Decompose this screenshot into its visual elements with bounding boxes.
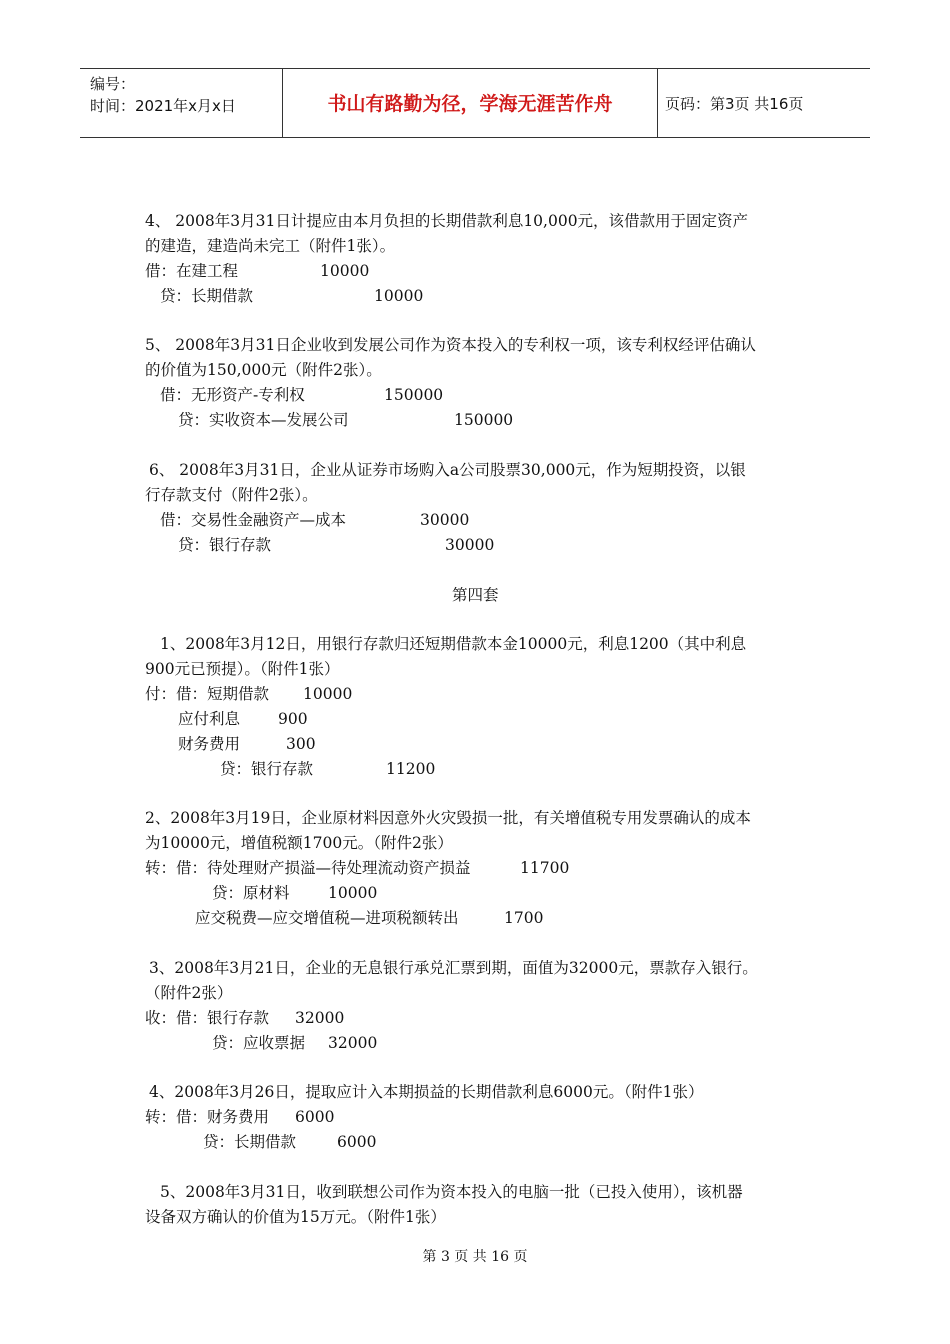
header-time: 时间：2021年x月x日 bbox=[90, 97, 236, 115]
debit-amount: 30000 bbox=[420, 511, 470, 529]
debit-amount: 150000 bbox=[384, 386, 444, 404]
debit-line: 借：交易性金融资产—成本 bbox=[160, 511, 347, 529]
credit-line: 贷：实收资本—发展公司 bbox=[178, 411, 349, 429]
item-5-text: 设备双方确认的价值为15万元。（附件1张） bbox=[145, 1208, 446, 1226]
item-3-text: （附件2张） bbox=[145, 984, 233, 1002]
debit-line: 付：借：短期借款 bbox=[145, 685, 270, 703]
item-4-text: 4、2008年3月26日，提取应计入本期损益的长期借款利息6000元。（附件1张） bbox=[149, 1083, 704, 1101]
entry-5-text: 5、 2008年3月31日企业收到发展公司作为资本投入的专利权一项，该专利权经评估确认 bbox=[145, 336, 756, 354]
debit-line: 借：无形资产-专利权 bbox=[160, 386, 305, 404]
debit-line: 转：借：待处理财产损溢—待处理流动资产损益 bbox=[145, 859, 471, 877]
item-5-text: 5、2008年3月31日，收到联想公司作为资本投入的电脑一批（已投入使用），该机器 bbox=[160, 1183, 743, 1201]
credit-line: 贷：银行存款 bbox=[178, 536, 272, 554]
entry-5-text: 的价值为150,000元（附件2张）。 bbox=[145, 361, 382, 379]
entry-4-text: 4、 2008年3月31日计提应由本月负担的长期借款利息10,000元，该借款用于固定资产 bbox=[145, 212, 749, 230]
debit-amount: 10000 bbox=[303, 685, 353, 703]
debit-amount: 10000 bbox=[320, 262, 370, 280]
credit-amount: 6000 bbox=[337, 1133, 377, 1151]
debit-amount: 900 bbox=[278, 710, 308, 728]
debit-line: 收：借：银行存款 bbox=[145, 1009, 270, 1027]
credit-amount: 150000 bbox=[454, 411, 514, 429]
debit-line: 应付利息 bbox=[178, 710, 241, 728]
debit-amount: 11700 bbox=[520, 859, 570, 877]
header-divider bbox=[657, 69, 658, 137]
item-1-text: 900元已预提）。（附件1张） bbox=[145, 660, 340, 678]
section-title: 第四套 bbox=[452, 586, 499, 604]
credit-amount: 11200 bbox=[386, 760, 436, 778]
debit-line: 财务费用 bbox=[178, 735, 241, 753]
credit-amount: 10000 bbox=[328, 884, 378, 902]
page-footer: 第 3 页 共 16 页 bbox=[422, 1249, 528, 1265]
credit-line: 贷：长期借款 bbox=[203, 1133, 297, 1151]
item-3-text: 3、2008年3月21日，企业的无息银行承兑汇票到期，面值为32000元，票款存入银行。 bbox=[149, 959, 758, 977]
debit-line: 借：在建工程 bbox=[145, 262, 239, 280]
debit-amount: 6000 bbox=[295, 1108, 335, 1126]
header-page-number: 页码：第3页 共16页 bbox=[665, 95, 804, 113]
header-info bbox=[90, 73, 236, 117]
debit-amount: 300 bbox=[286, 735, 316, 753]
entry-4-text: 的建造，建造尚未完工（附件1张）。 bbox=[145, 237, 396, 255]
debit-amount: 32000 bbox=[295, 1009, 345, 1027]
credit-amount: 10000 bbox=[374, 287, 424, 305]
page-header bbox=[80, 68, 870, 138]
header-number: 编号： bbox=[90, 75, 136, 93]
item-2-text: 为10000元，增值税额1700元。（附件2张） bbox=[145, 834, 453, 852]
credit-amount: 1700 bbox=[504, 909, 544, 927]
item-1-text: 1、2008年3月12日，用银行存款归还短期借款本金10000元，利息1200（其中利息 bbox=[160, 635, 747, 653]
item-2-text: 2、2008年3月19日，企业原材料因意外火灾毁损一批，有关增值税专用发票确认的成本 bbox=[145, 809, 751, 827]
header-slogan: 书山有路勤为径，学海无涯苦作舟 bbox=[327, 93, 613, 115]
entry-6-text: 行存款支付（附件2张）。 bbox=[145, 486, 318, 504]
credit-line: 贷：应收票据 bbox=[212, 1034, 306, 1052]
entry-6-text: 6、 2008年3月31日，企业从证券市场购入a公司股票30,000元，作为短期投资，以银 bbox=[149, 461, 746, 479]
credit-line: 贷：银行存款 bbox=[220, 760, 314, 778]
credit-line: 贷：原材料 bbox=[212, 884, 290, 902]
credit-line: 贷：长期借款 bbox=[160, 287, 254, 305]
credit-amount: 30000 bbox=[445, 536, 495, 554]
debit-line: 转：借：财务费用 bbox=[145, 1108, 270, 1126]
credit-line: 应交税费—应交增值税—进项税额转出 bbox=[195, 909, 459, 927]
credit-amount: 32000 bbox=[328, 1034, 378, 1052]
